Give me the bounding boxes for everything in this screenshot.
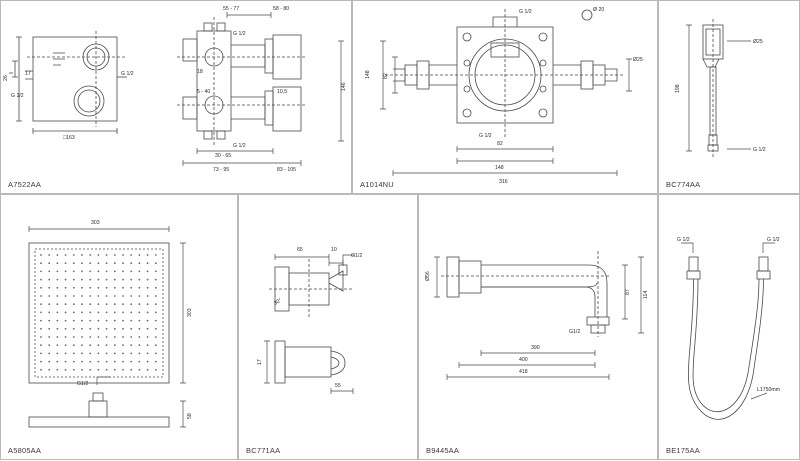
panel-a5805aa xyxy=(0,194,238,460)
svg-text:17: 17 xyxy=(25,71,31,77)
panel-a7522aa xyxy=(0,0,352,194)
svg-text:Ø56: Ø56 xyxy=(425,271,431,281)
svg-text:82: 82 xyxy=(383,73,389,79)
svg-text:148: 148 xyxy=(365,70,371,79)
svg-text:148: 148 xyxy=(495,165,504,171)
svg-text:G 1/2: G 1/2 xyxy=(121,71,134,77)
panel-be175aa xyxy=(658,194,800,460)
svg-text:73 - 95: 73 - 95 xyxy=(213,167,230,173)
svg-text:G 1/2: G 1/2 xyxy=(753,147,766,153)
svg-text:55: 55 xyxy=(335,383,341,389)
panel-code-bc771aa: BC771AA xyxy=(246,446,281,455)
drawing-bc774aa xyxy=(659,1,799,193)
svg-text:82: 82 xyxy=(497,141,503,147)
svg-text:G 1/2: G 1/2 xyxy=(677,237,690,243)
panel-bc771aa xyxy=(238,194,418,460)
svg-text:55 - 77: 55 - 77 xyxy=(223,6,240,12)
svg-text:114: 114 xyxy=(643,290,649,299)
svg-text:G 1/2: G 1/2 xyxy=(479,133,492,139)
drawing-a1014nu xyxy=(353,1,657,193)
svg-text:5 - 40: 5 - 40 xyxy=(197,89,211,95)
svg-text:198: 198 xyxy=(675,84,681,93)
svg-text:Ø25: Ø25 xyxy=(633,57,643,63)
svg-text:10,5: 10,5 xyxy=(277,89,288,95)
panel-a1014nu xyxy=(352,0,658,194)
svg-text:18: 18 xyxy=(197,69,203,75)
panel-code-b9445aa: B9445AA xyxy=(426,446,460,455)
drawing-bc771aa xyxy=(239,195,417,459)
svg-text:390: 390 xyxy=(531,345,540,351)
svg-text:303: 303 xyxy=(187,308,193,317)
svg-text:G1/2: G1/2 xyxy=(351,253,363,259)
panel-bc774aa xyxy=(658,0,800,194)
panel-code-be175aa: BE175AA xyxy=(666,446,700,455)
svg-text:65: 65 xyxy=(297,247,303,253)
svg-text:303: 303 xyxy=(91,220,100,226)
drawing-b9445aa xyxy=(419,195,657,459)
svg-text:G 1/2: G 1/2 xyxy=(233,31,246,37)
svg-text:58: 58 xyxy=(187,413,193,419)
svg-text:87: 87 xyxy=(625,289,631,295)
svg-text:26: 26 xyxy=(3,75,9,81)
svg-text:Ø25: Ø25 xyxy=(753,39,763,45)
svg-text:17: 17 xyxy=(257,359,263,365)
svg-text:30 - 65: 30 - 65 xyxy=(215,153,232,159)
panel-code-bc774aa: BC774AA xyxy=(666,180,701,189)
svg-text:G 1/2: G 1/2 xyxy=(767,237,780,243)
svg-text:316: 316 xyxy=(499,179,508,185)
svg-text:G1/2: G1/2 xyxy=(77,381,89,387)
drawing-a5805aa xyxy=(1,195,237,459)
svg-text:G 1/2: G 1/2 xyxy=(233,143,246,149)
svg-text:L1750mm: L1750mm xyxy=(757,387,781,393)
svg-text:Ø 20: Ø 20 xyxy=(593,7,605,13)
svg-text:418: 418 xyxy=(519,369,528,375)
drawing-a7522aa xyxy=(1,1,351,193)
svg-text:G1/2: G1/2 xyxy=(569,329,581,335)
svg-text:146: 146 xyxy=(341,82,347,91)
svg-text:83 - 105: 83 - 105 xyxy=(277,167,297,173)
panel-b9445aa xyxy=(418,194,658,460)
svg-text:400: 400 xyxy=(519,357,528,363)
panel-code-a1014nu: A1014NU xyxy=(360,180,394,189)
drawing-be175aa xyxy=(659,195,799,459)
svg-text:□163: □163 xyxy=(63,135,75,141)
svg-text:58 - 80: 58 - 80 xyxy=(273,6,290,12)
panel-code-a5805aa: A5805AA xyxy=(8,446,42,455)
svg-text:30°: 30° xyxy=(273,297,283,307)
svg-text:G 1/2: G 1/2 xyxy=(11,93,24,99)
svg-text:10: 10 xyxy=(331,247,337,253)
svg-text:G 1/2: G 1/2 xyxy=(519,9,532,15)
panel-code-a7522aa: A7522AA xyxy=(8,180,42,189)
